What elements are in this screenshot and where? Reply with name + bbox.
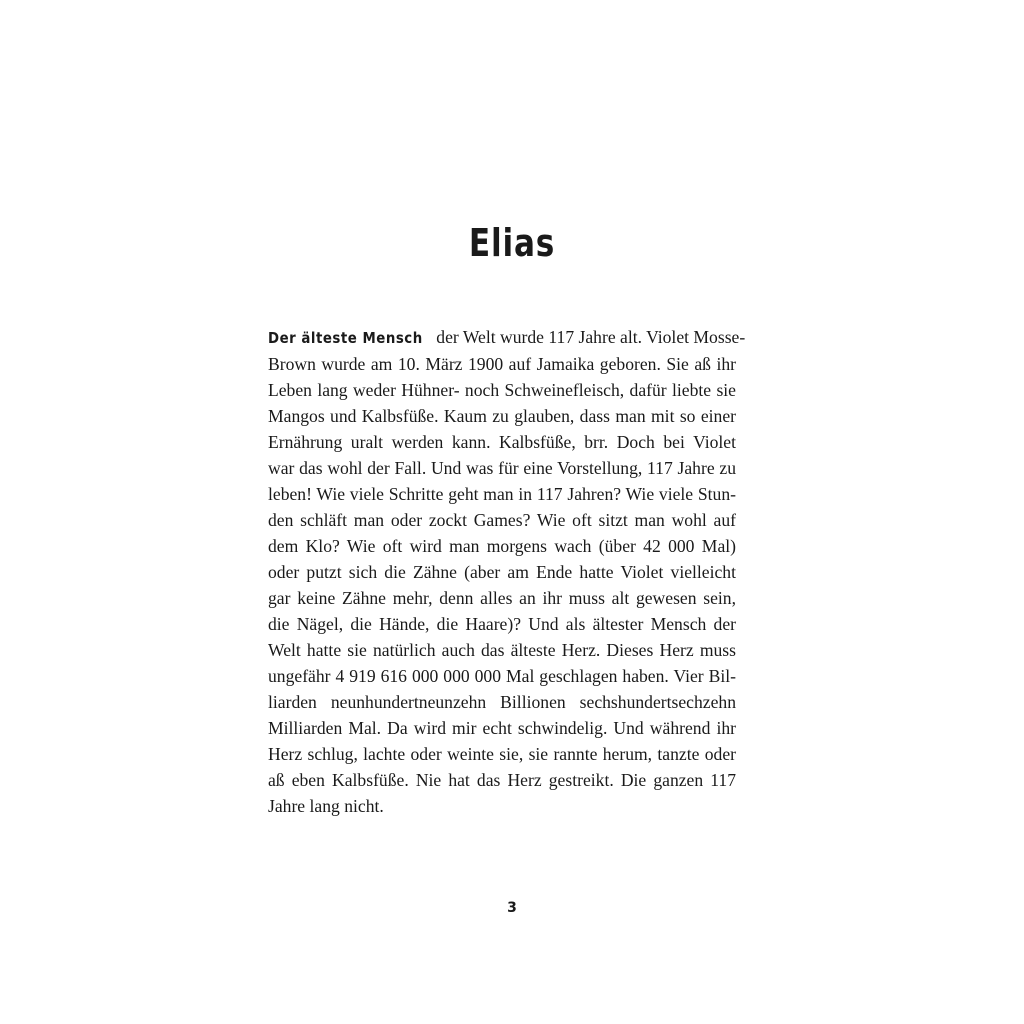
paragraph-line: den schläft man oder zockt Games? Wie oft sitzt man wohl auf — [268, 510, 736, 530]
paragraph-line: aß eben Kalbsfüße. Nie hat das Herz gestreikt. Die ganzen 117 — [268, 770, 736, 790]
paragraph-line: oder putzt sich die Zähne (aber am Ende hatte Violet vielleicht — [268, 562, 736, 582]
paragraph-line: gar keine Zähne mehr, denn alles an ihr muss alt gewesen sein, — [268, 588, 736, 608]
paragraph-line: Brown wurde am 10. März 1900 auf Jamaika geboren. Sie aß ihr — [268, 354, 736, 374]
paragraph-line: liarden neunhundertneunzehn Billionen sechshundertsechzehn — [268, 692, 736, 712]
paragraph-line: Herz schlug, lachte oder weinte sie, sie rannte herum, tanzte oder — [268, 744, 736, 764]
paragraph-line-text: der Welt wurde 117 Jahre alt. Violet Mosse- — [431, 327, 746, 347]
paragraph-line: Jahre lang nicht. — [268, 796, 384, 816]
paragraph-line: war das wohl der Fall. Und was für eine Vorstellung, 117 Jahre zu — [268, 458, 736, 478]
paragraph-line: Mangos und Kalbsfüße. Kaum zu glauben, dass man mit so einer — [268, 406, 736, 426]
lead-in-phrase: Der älteste Mensch — [268, 329, 423, 347]
paragraph-line: die Nägel, die Hände, die Haare)? Und als ältester Mensch der — [268, 614, 736, 634]
paragraph-line: Welt hatte sie natürlich auch das älteste Herz. Dieses Herz muss — [268, 640, 736, 660]
paragraph-line: dem Klo? Wie oft wird man morgens wach (über 42 000 Mal) — [268, 536, 736, 556]
body-paragraph — [268, 324, 746, 819]
paragraph-line: Leben lang weder Hühner- noch Schweinefleisch, dafür liebte sie — [268, 380, 736, 400]
paragraph-line: Ernährung uralt werden kann. Kalbsfüße, brr. Doch bei Violet — [268, 432, 736, 452]
chapter-title: Elias — [468, 221, 556, 266]
paragraph-line: ungefähr 4 919 616 000 000 000 Mal geschlagen haben. Vier Bil- — [268, 666, 736, 686]
paragraph-line: Milliarden Mal. Da wird mir echt schwindelig. Und während ihr — [268, 718, 736, 738]
paragraph-line — [268, 324, 746, 351]
paragraph-line: leben! Wie viele Schritte geht man in 117 Jahren? Wie viele Stun- — [268, 484, 736, 504]
page-number: 3 — [507, 900, 517, 916]
